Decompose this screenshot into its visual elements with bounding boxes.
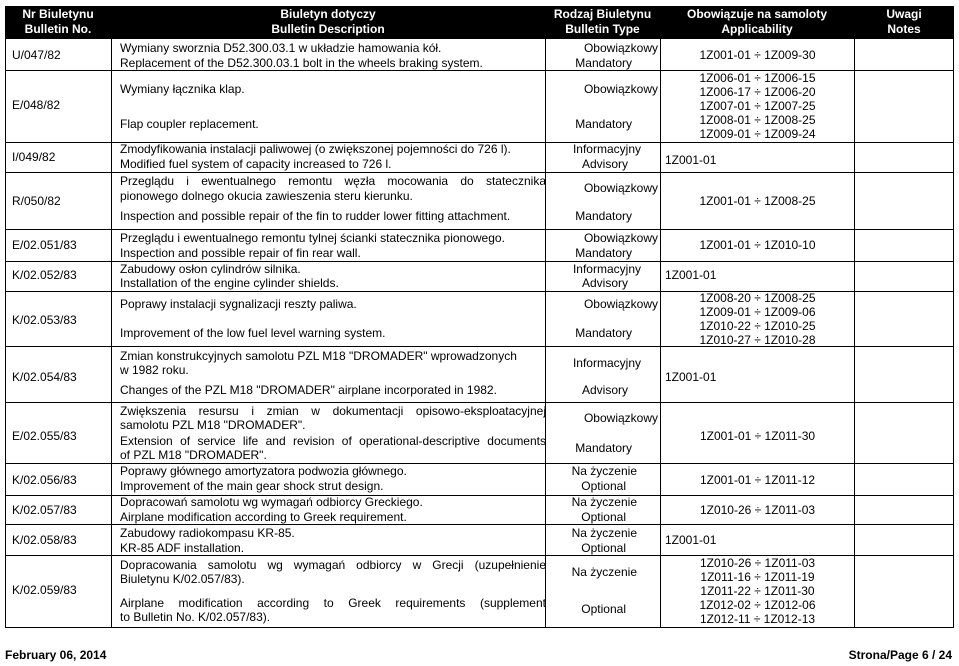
column-divider bbox=[545, 38, 546, 628]
description-pl: Zmodyfikowania instalacji paliwowej (o zwiększonej pojemności do 726 l). bbox=[120, 142, 511, 156]
bulletin-number: K/02.059/83 bbox=[12, 583, 77, 597]
description-pl: pionowego dolnego okucia zawieszenia steru kierunku. bbox=[120, 189, 413, 203]
type-en: Mandatory bbox=[575, 246, 632, 260]
header-bulletin-description: Biuletyn dotyczy Bulletin Description bbox=[271, 7, 385, 36]
type-pl: Obowiązkowy bbox=[583, 41, 658, 55]
table-header bbox=[5, 6, 954, 38]
applicability: 1Z006-17 ÷ 1Z006-20 bbox=[699, 85, 816, 99]
description-en: Airplane modification according to Greek requirement. bbox=[120, 510, 407, 524]
applicability: 1Z001-01 bbox=[665, 153, 717, 167]
applicability: 1Z001-01 ÷ 1Z009-30 bbox=[699, 48, 816, 62]
bulletin-number: I/049/82 bbox=[12, 150, 56, 164]
description-en: Flap coupler replacement. bbox=[120, 117, 259, 131]
type-en: Optional bbox=[581, 541, 626, 555]
description-en: Replacement of the D52.300.03.1 bolt in the wheels braking system. bbox=[120, 56, 483, 70]
description-pl: Przeglądu i ewentualnego remontu tylnej ścianki statecznika pionowego. bbox=[120, 231, 505, 245]
type-pl: Informacyjny bbox=[572, 262, 641, 276]
applicability: 1Z010-27 ÷ 1Z010-28 bbox=[699, 333, 816, 347]
description-pl: Poprawy głównego amortyzatora podwozia głównego. bbox=[120, 464, 407, 478]
applicability: 1Z012-02 ÷ 1Z012-06 bbox=[699, 598, 816, 612]
applicability: 1Z001-01 ÷ 1Z010-10 bbox=[699, 238, 816, 252]
description-pl: Poprawy instalacji sygnalizacji reszty paliwa. bbox=[120, 297, 357, 311]
applicability: 1Z011-16 ÷ 1Z011-19 bbox=[700, 570, 815, 584]
type-en: Mandatory bbox=[575, 56, 632, 70]
type-pl: Na życzenie bbox=[571, 565, 637, 579]
row-divider bbox=[5, 172, 954, 173]
type-en: Advisory bbox=[581, 157, 628, 171]
description-en: Airplane modification according to Greek requirements (supplement bbox=[120, 596, 546, 610]
bulletin-number: E/02.051/83 bbox=[12, 238, 77, 252]
type-pl: Obowiązkowy bbox=[583, 181, 658, 195]
description-pl: Zabudowy radiokompasu KR-85. bbox=[120, 526, 295, 540]
description-en: Inspection and possible repair of the fin to rudder lower fitting attachment. bbox=[120, 209, 511, 223]
type-en: Mandatory bbox=[575, 441, 632, 455]
type-en: Optional bbox=[581, 602, 626, 616]
description-pl: w 1982 roku. bbox=[120, 363, 189, 377]
type-pl: Na życzenie bbox=[571, 464, 637, 478]
type-en: Mandatory bbox=[575, 117, 632, 131]
row-divider bbox=[5, 524, 954, 525]
bulletin-number: K/02.054/83 bbox=[12, 370, 77, 384]
applicability: 1Z006-01 ÷ 1Z006-15 bbox=[699, 71, 816, 85]
applicability: 1Z010-26 ÷ 1Z011-03 bbox=[699, 556, 816, 570]
description-en: to Bulletin No. K/02.057/83). bbox=[120, 610, 271, 624]
type-en: Advisory bbox=[581, 383, 628, 397]
type-en: Mandatory bbox=[575, 326, 632, 340]
row-divider bbox=[5, 229, 954, 230]
type-en: Advisory bbox=[581, 276, 628, 290]
description-en: Improvement of the main gear shock strut design. bbox=[120, 479, 384, 493]
column-divider bbox=[111, 38, 112, 628]
type-en: Optional bbox=[581, 479, 626, 493]
description-en: Modified fuel system of capacity increased to 726 l. bbox=[120, 157, 392, 171]
applicability: 1Z008-20 ÷ 1Z008-25 bbox=[699, 291, 816, 305]
type-pl: Informacyjny bbox=[572, 142, 641, 156]
applicability: 1Z009-01 ÷ 1Z009-24 bbox=[699, 127, 816, 141]
bulletin-number: K/02.057/83 bbox=[12, 503, 77, 517]
column-divider bbox=[854, 38, 855, 628]
applicability: 1Z001-01 bbox=[665, 533, 717, 547]
description-pl: samolotu PZL M18 "DROMADER". bbox=[120, 418, 306, 432]
applicability: 1Z010-26 ÷ 1Z011-03 bbox=[699, 503, 816, 517]
applicability: 1Z007-01 ÷ 1Z007-25 bbox=[699, 99, 816, 113]
type-pl: Obowiązkowy bbox=[583, 231, 658, 245]
description-pl: Zmian konstrukcyjnych samolotu PZL M18 "DROMADER" wprowadzonych bbox=[120, 349, 517, 363]
bulletin-number: K/02.058/83 bbox=[12, 533, 77, 547]
bulletin-number: K/02.053/83 bbox=[12, 313, 77, 327]
applicability: 1Z008-01 ÷ 1Z008-25 bbox=[699, 113, 816, 127]
type-pl: Obowiązkowy bbox=[583, 297, 658, 311]
description-en: of PZL M18 "DROMADER". bbox=[120, 448, 267, 462]
bulletin-number: E/02.055/83 bbox=[12, 429, 77, 443]
row-divider bbox=[5, 402, 954, 403]
header-bulletin-type: Rodzaj Biuletynu Bulletin Type bbox=[553, 7, 652, 36]
type-en: Optional bbox=[581, 510, 626, 524]
bulletin-number: E/048/82 bbox=[12, 98, 61, 112]
header-applicability: Obowiązuje na samoloty Applicability bbox=[686, 7, 828, 36]
applicability: 1Z012-11 ÷ 1Z012-13 bbox=[699, 612, 816, 626]
description-pl: Wymiany sworznia D52.300.03.1 w układzie hamowania kół. bbox=[120, 41, 442, 55]
applicability: 1Z009-01 ÷ 1Z009-06 bbox=[699, 305, 816, 319]
type-pl: Obowiązkowy bbox=[583, 411, 658, 425]
type-pl: Na życzenie bbox=[571, 526, 637, 540]
applicability: 1Z001-01 bbox=[665, 268, 717, 282]
bulletin-number: U/047/82 bbox=[12, 48, 61, 62]
description-pl: Dopracowań samolotu wg wymagań odbiorcy Greckiego. bbox=[120, 495, 423, 509]
description-en: Improvement of the low fuel level warning system. bbox=[120, 326, 386, 340]
description-pl: Dopracowania samolotu wg wymagań odbiorcy w Grecji (uzupełnienie bbox=[120, 558, 546, 572]
description-en: Extension of service life and revision of operational-descriptive documents bbox=[120, 434, 546, 448]
applicability: 1Z001-01 bbox=[665, 370, 717, 384]
description-en: Inspection and possible repair of fin rear wall. bbox=[120, 246, 361, 260]
type-pl: Informacyjny bbox=[572, 356, 641, 370]
description-en: Changes of the PZL M18 "DROMADER" airplane incorporated in 1982. bbox=[120, 383, 497, 397]
applicability: 1Z010-22 ÷ 1Z010-25 bbox=[699, 319, 816, 333]
bulletin-number: K/02.052/83 bbox=[12, 268, 77, 282]
description-pl: Wymiany łącznika klap. bbox=[120, 82, 245, 96]
applicability: 1Z011-22 ÷ 1Z011-30 bbox=[700, 584, 815, 598]
header-bulletin-no: Nr Biuletynu Bulletin No. bbox=[22, 7, 94, 36]
footer-date: February 06, 2014 bbox=[5, 648, 107, 662]
applicability: 1Z001-01 ÷ 1Z011-12 bbox=[699, 473, 816, 487]
type-pl: Obowiązkowy bbox=[583, 82, 658, 96]
applicability: 1Z001-01 ÷ 1Z008-25 bbox=[699, 194, 816, 208]
description-en: Installation of the engine cylinder shields. bbox=[120, 276, 339, 290]
description-en: KR-85 ADF installation. bbox=[120, 541, 245, 555]
description-pl: Biuletynu K/02.057/83). bbox=[120, 572, 245, 586]
type-en: Mandatory bbox=[575, 209, 632, 223]
bulletin-number: K/02.056/83 bbox=[12, 473, 77, 487]
description-pl: Zabudowy osłon cylindrów silnika. bbox=[120, 262, 301, 276]
bulletin-number: R/050/82 bbox=[12, 194, 61, 208]
description-pl: Zwiększenia resursu i zmian w dokumentacji opisowo-eksploatacyjnej bbox=[120, 404, 546, 418]
applicability: 1Z001-01 ÷ 1Z011-30 bbox=[699, 429, 816, 443]
footer-page-number: Strona/Page 6 / 24 bbox=[848, 648, 952, 662]
description-pl: Przeglądu i ewentualnego remontu węzła mocowania do statecznika bbox=[120, 174, 546, 188]
header-notes: Uwagi Notes bbox=[886, 7, 922, 36]
type-pl: Na życzenie bbox=[571, 495, 637, 509]
